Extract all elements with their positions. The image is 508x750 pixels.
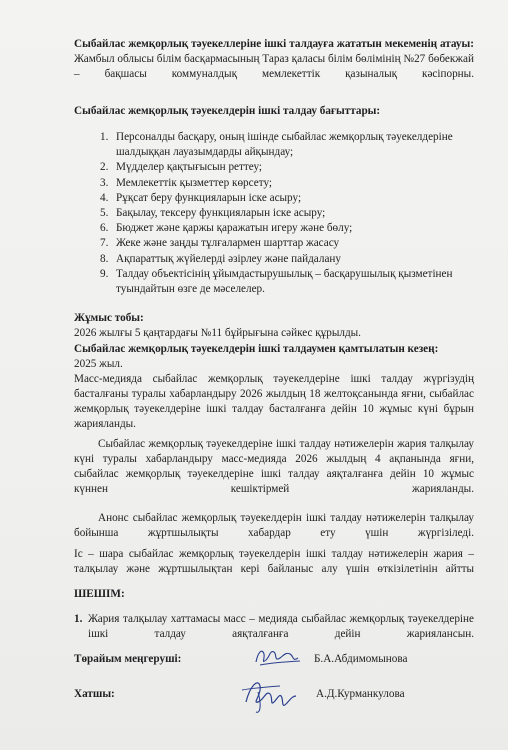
working-group-text: 2026 жылғы 5 қаңтардағы №11 бұйрығына сәйкес құрылды. bbox=[74, 327, 361, 339]
secretary-signature bbox=[236, 672, 302, 716]
organization-name: Жамбыл облысы білім басқармасының Тараз қаласы білім бөлімінің №27 бөбекжай – бақшасы коммуналдық мемлекеттік қазыналық кәсіпорны. bbox=[74, 53, 474, 80]
secretary-name: А.Д.Курманкулова bbox=[316, 688, 405, 700]
paragraph-announcement: Масс-медияда сыбайлас жемқорлық тәуекелдеріне ішкі талдау жүргізудің басталғаны туралы хабарландыру 2026 жылдың 18 желтоқсанында яғни, сыбайлас жемқорлық тәуекелдеріне ішкі талдау басталғанға дейін 10 жұмыс күні бұрын жарияланды. bbox=[74, 373, 474, 430]
list-item: 1. Персоналды басқару, оның ішінде сыбайлас жемқорлық тәуекелдеріне шалдыққан лауазымдарды айқындау; bbox=[100, 131, 453, 159]
organization-label: Сыбайлас жемқорлық тәуекеллеріне ішкі талдауға жататын мекеменің атауы: bbox=[74, 38, 474, 50]
list-item: 6. Бюджет және қаржы қаражатын игеру және бөлу; bbox=[100, 222, 353, 235]
organization-block bbox=[74, 37, 474, 82]
working-group-heading: Жұмыс тобы: bbox=[74, 312, 144, 324]
decision-number: 1. bbox=[74, 613, 83, 625]
decision-heading: ШЕШІМ: bbox=[74, 588, 125, 600]
list-item: 7. Жеке және заңды тұлғалармен шарттар жасасу bbox=[100, 237, 340, 250]
list-item: 4. Рұқсат беру функцияларын іске асыру; bbox=[100, 191, 302, 204]
directions-heading: Сыбайлас жемқорлық тәуекелдерін ішкі талдау бағыттары: bbox=[74, 105, 381, 117]
period-text: 2025 жыл. bbox=[74, 358, 123, 370]
chair-name: Б.А.Абдимомынова bbox=[314, 653, 408, 665]
secretary-role: Хатшы: bbox=[74, 688, 115, 700]
list-item: 2. Мүдделер қақтығысын реттеу; bbox=[100, 161, 263, 174]
chair-role: Төрайым меңгеруші: bbox=[74, 653, 182, 665]
paragraph-anons: Анонс сыбайлас жемқорлық тәуекелдерін ішкі талдау нәтижелерін талқылау бойынша жұртшылықты хабардар ету үшін жүргізіледі. bbox=[74, 512, 474, 539]
paragraph-discussion-date: Сыбайлас жемқорлық тәуекелдеріне ішкі талдау нәтижелерін жария талқылау күні туралы хабарландыру масс-медияда 2026 жылдың 4 ақпанында яғни, сыбайлас жемқорлық тәуекелдеріне ішкі талдау аяқталғанға дейін 10 жұмыс күннен кешіктірмей жарияланды. bbox=[74, 438, 474, 495]
period-heading: Сыбайлас жемқорлық тәуекелдерін ішкі талдаумен қамтылатын кезең: bbox=[74, 343, 439, 355]
directions-list bbox=[74, 130, 484, 297]
list-item: 8. Ақпараттық жүйелерді әзірлеу және пайдалану bbox=[100, 252, 342, 265]
chair-signature bbox=[252, 640, 304, 672]
paragraph-event: Іс – шара сыбайлас жемқорлық тәуекелдерін ішкі талдау нәтижелерін жария – талқылау және жұртшылықтан кері байланыс алу үшін өткізілетінін айтты bbox=[74, 548, 474, 575]
list-item: 9. Талдау объектісінің ұйымдастырушылық – басқарушылық қызметінен туындайтын өзге де мәселелер. bbox=[100, 267, 453, 296]
decision-item bbox=[74, 612, 474, 642]
list-item: 3. Мемлекеттік қызметтер көрсету; bbox=[100, 176, 273, 189]
decision-text: Жария талқылау хаттамасы масс – медияда сыбайлас жемқорлық тәуекелдеріне ішкі талдау аяқталғанға дейін жариялансын. bbox=[88, 613, 474, 640]
list-item: 5. Бақылау, тексеру функцияларын іске асыру; bbox=[100, 207, 326, 220]
